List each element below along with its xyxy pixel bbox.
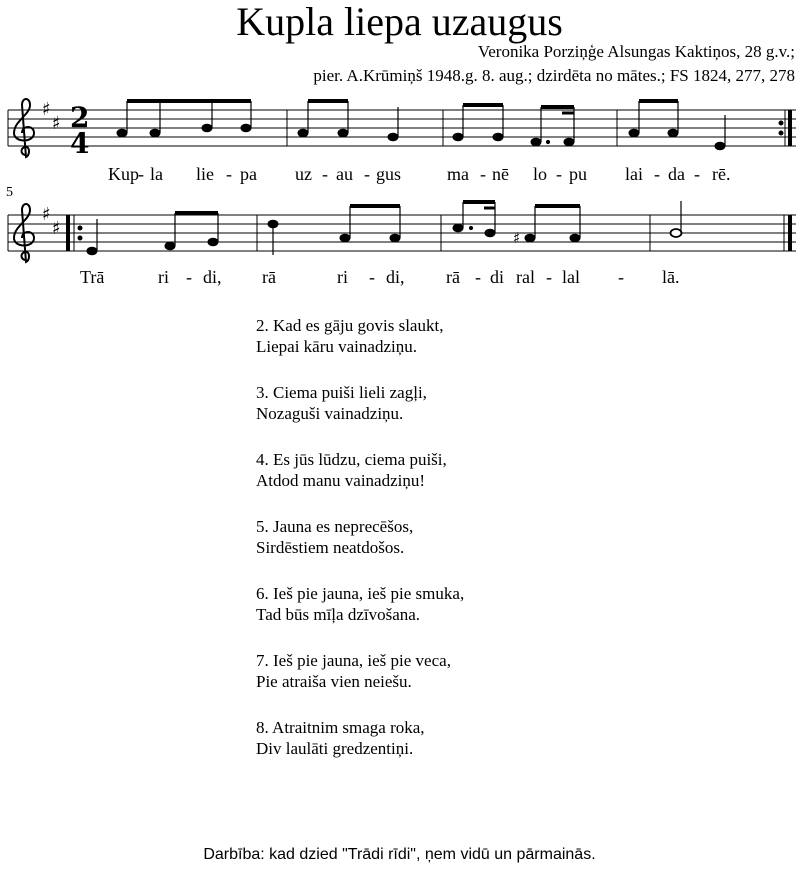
verse-line: Nozaguši vainadziņu. xyxy=(256,404,404,423)
svg-text:lā.: lā. xyxy=(662,267,680,287)
verse-line: Tad būs mīļa dzīvošana. xyxy=(256,605,421,624)
svg-text:la: la xyxy=(150,164,163,184)
svg-text:rā: rā xyxy=(262,267,276,287)
svg-text:nē: nē xyxy=(492,164,509,184)
svg-text:-: - xyxy=(186,267,192,287)
svg-text:Kup: Kup xyxy=(108,164,139,184)
verse-line: Atdod manu vainadziņu! xyxy=(256,471,426,490)
svg-text:ri: ri xyxy=(337,267,348,287)
svg-text:lal: lal xyxy=(562,267,580,287)
time-signature-top: 2 xyxy=(70,101,90,134)
verse-line: Liepai kāru vainadziņu. xyxy=(256,337,417,356)
svg-text:gus: gus xyxy=(376,164,402,184)
verse-line: 8. Atraitnim smaga roka, xyxy=(256,718,425,737)
sharp-c: ♯ xyxy=(52,113,61,134)
svg-text:Trā: Trā xyxy=(80,267,105,287)
notes-line-2 xyxy=(68,201,682,255)
svg-text:pu: pu xyxy=(569,164,587,184)
verse-3 xyxy=(256,382,464,424)
sharp-f-2: ♯ xyxy=(42,204,51,225)
svg-text:di: di xyxy=(490,267,505,287)
verse-line: 7. Ieš pie jauna, ieš pie veca, xyxy=(256,651,451,670)
verse-5 xyxy=(256,516,464,558)
svg-text:rē.: rē. xyxy=(712,164,731,184)
verse-2 xyxy=(256,315,464,357)
svg-text:ma: ma xyxy=(447,164,469,184)
credit-line-1: Veronika Porziņģe Alsungas Kaktiņos, 28 g.v.; xyxy=(477,42,795,61)
verse-4 xyxy=(256,449,464,491)
sharp-f: ♯ xyxy=(42,99,51,120)
svg-text:ri: ri xyxy=(158,267,169,287)
svg-text:di,: di, xyxy=(203,267,222,287)
svg-text:-: - xyxy=(369,267,375,287)
svg-text:da: da xyxy=(668,164,685,184)
svg-text:-: - xyxy=(364,164,370,184)
verse-line: 4. Es jūs lūdzu, ciema puiši, xyxy=(256,450,447,469)
svg-text:-: - xyxy=(546,267,552,287)
svg-text:ral: ral xyxy=(516,267,535,287)
svg-text:uz: uz xyxy=(295,164,312,184)
verse-line: Pie atraiša vien neiešu. xyxy=(256,672,412,691)
svg-text:rā: rā xyxy=(446,267,460,287)
notes-line-1 xyxy=(117,101,785,150)
measure-number: 5 xyxy=(6,185,13,200)
svg-text:lie: lie xyxy=(196,164,214,184)
lyrics-line-2 xyxy=(80,267,680,287)
svg-text:pa: pa xyxy=(240,164,257,184)
svg-text:-: - xyxy=(226,164,232,184)
verse-line: 6. Ieš pie jauna, ieš pie smuka, xyxy=(256,584,465,603)
verse-line: 5. Jauna es neprecēšos, xyxy=(256,517,414,536)
verse-line: Div laulāti gredzentiņi. xyxy=(256,739,414,758)
svg-text:au: au xyxy=(336,164,353,184)
verse-8 xyxy=(256,717,464,759)
svg-text:-: - xyxy=(556,164,562,184)
svg-text:-: - xyxy=(322,164,328,184)
song-title: Kupla liepa uzaugus xyxy=(236,0,563,44)
performance-note: Darbība: kad dzied "Trādi rīdi", ņem vidū un pārmainās. xyxy=(203,846,596,863)
svg-text:♯: ♯ xyxy=(513,229,521,247)
svg-text:-: - xyxy=(480,164,486,184)
verses xyxy=(256,315,464,784)
lyrics-line-1 xyxy=(108,164,730,184)
svg-text:-: - xyxy=(694,164,700,184)
credit-line-2: pier. A.Krūmiņš 1948.g. 8. aug.; dzirdēta no mātes.; FS 1824, 277, 278 xyxy=(313,66,795,85)
svg-text:-: - xyxy=(618,267,624,287)
svg-text:di,: di, xyxy=(386,267,405,287)
time-signature-bottom: 4 xyxy=(70,127,90,160)
svg-text:-: - xyxy=(475,267,481,287)
verse-6 xyxy=(256,583,464,625)
svg-text:-: - xyxy=(654,164,660,184)
verse-line: 3. Ciema puiši lieli zagļi, xyxy=(256,383,427,402)
svg-text:lo: lo xyxy=(533,164,548,184)
verse-line: 2. Kad es gāju govis slaukt, xyxy=(256,316,444,335)
svg-text:lai: lai xyxy=(625,164,643,184)
sharp-c-2: ♯ xyxy=(52,218,61,239)
verse-line: Sirdēstiem neatdošos. xyxy=(256,538,405,557)
svg-text:-: - xyxy=(138,164,144,184)
verse-7 xyxy=(256,650,464,692)
music-score xyxy=(0,85,799,295)
